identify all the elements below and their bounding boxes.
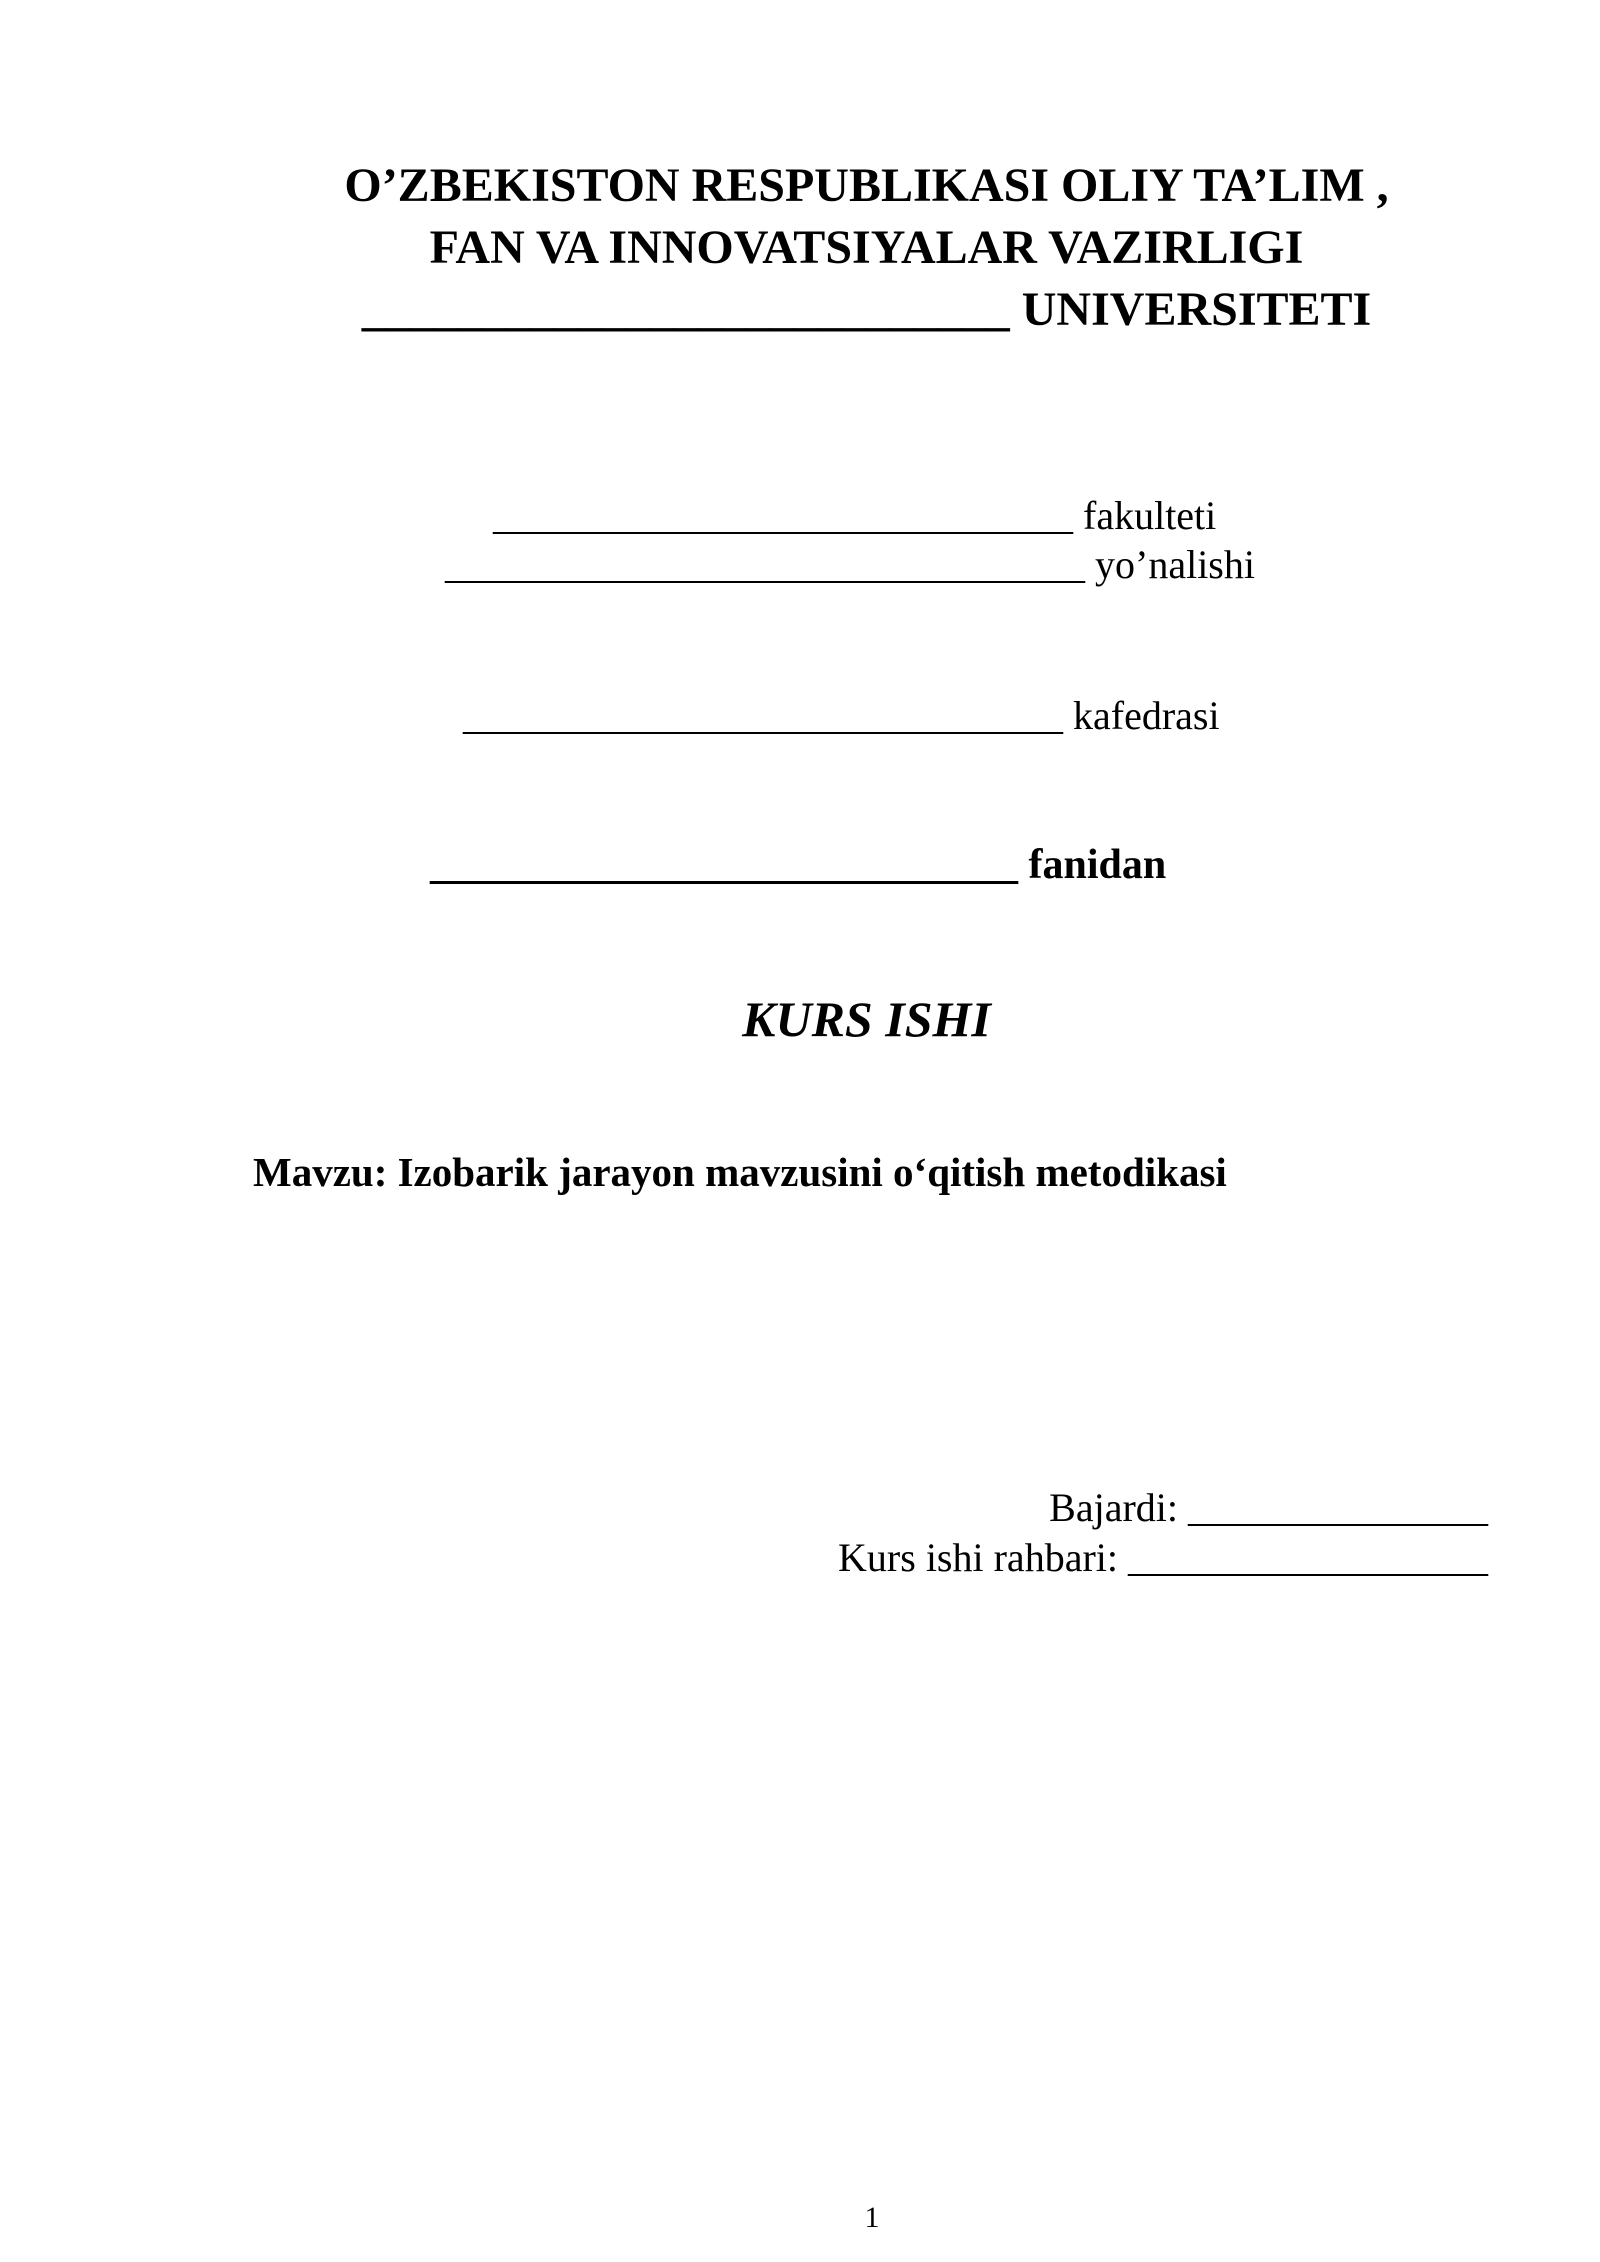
supervisor-line: Kurs ishi rahbari: __________________	[838, 1535, 1488, 1580]
direction-field: ________________________________ yo’nalishi	[445, 542, 1255, 587]
ministry-heading-line-2: FAN VA INNOVATSIYALAR VAZIRLIGI	[429, 221, 1304, 274]
university-heading-line: ___________________________ UNIVERSITETI	[361, 283, 1372, 336]
faculty-field: _____________________________ fakulteti	[493, 493, 1217, 538]
ministry-heading-line-1: O’ZBEKISTON RESPUBLIKASI OLIY TA’LIM ,	[344, 159, 1389, 212]
page-number: 1	[864, 2201, 880, 2234]
topic-line: Mavzu: Izobarik jarayon mavzusini o‘qitish metodikasi	[253, 1149, 1227, 1195]
performed-by-line: Bajardi: _______________	[1049, 1485, 1488, 1530]
document-type-title: KURS ISHI	[742, 991, 991, 1047]
department-field: ______________________________ kafedrasi	[463, 693, 1220, 738]
subject-field: ____________________________ fanidan	[430, 842, 1167, 888]
